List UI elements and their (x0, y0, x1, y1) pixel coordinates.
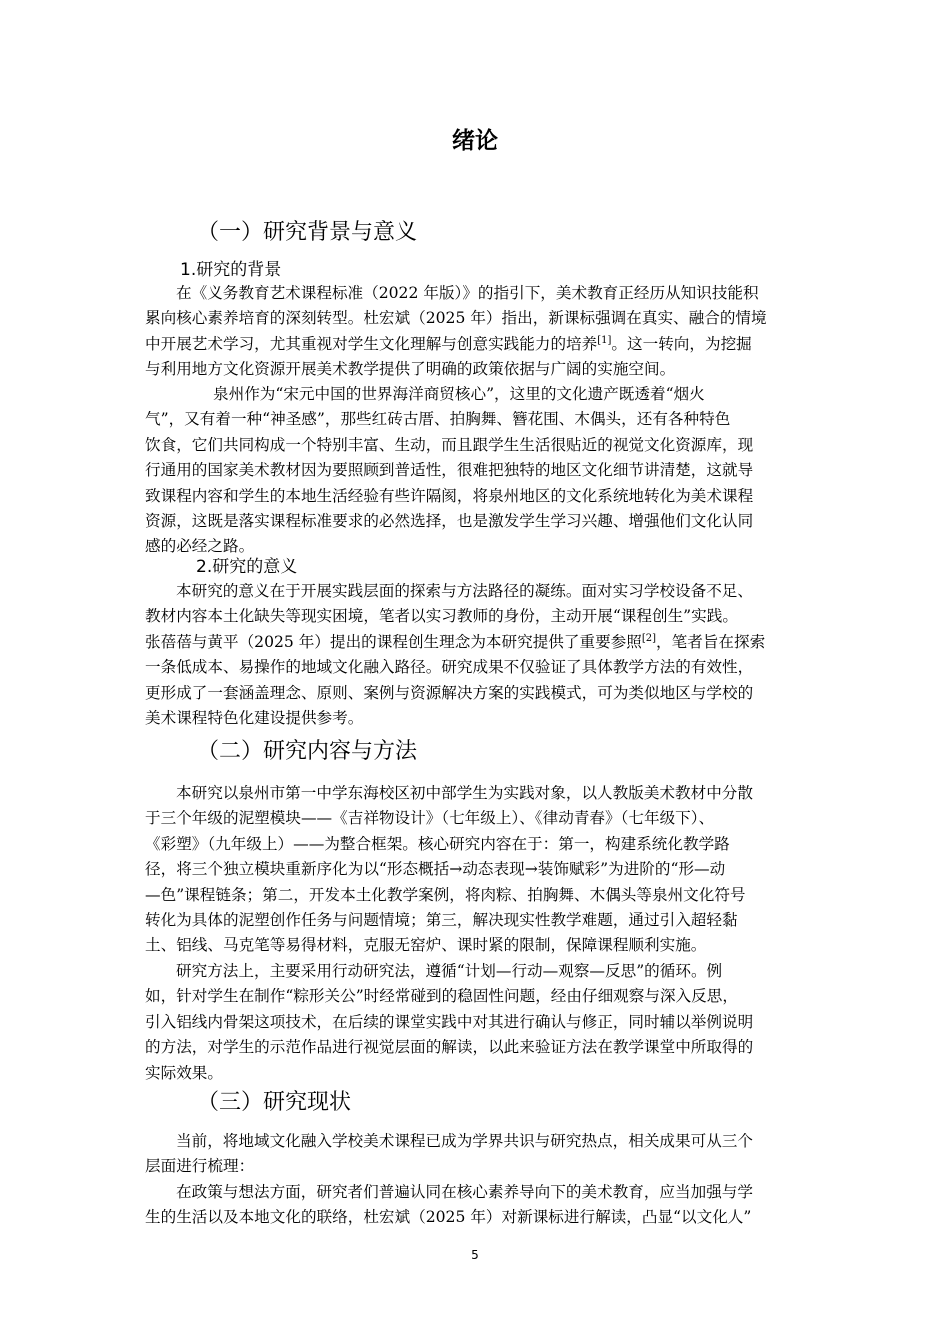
text-line: 气”，又有着一种“神圣感”，那些红砖古厝、拍胸舞、簪花围、木偶头，还有各种特色 (145, 410, 731, 429)
text-fragment: 中开展艺术学习，尤其重视对学生文化理解与创意实践能力的培养 (145, 334, 598, 353)
text-line: 本研究以泉州市第一中学东海校区初中部学生为实践对象，以人教版美术教材中分散 (176, 784, 753, 802)
subheading-background: 1.研究的背景 (180, 260, 282, 280)
text-line: 在政策与想法方面，研究者们普遍认同在核心素养导向下的美术教育，应当加强与学 (176, 1183, 753, 1201)
text-line: 层面进行梳理： (145, 1157, 255, 1176)
text-line: 本研究的意义在于开展实践层面的探索与方法路径的凝练。面对实习学校设备不足、 (176, 582, 753, 600)
paragraph-background-1 (145, 281, 807, 383)
text-line: 土、铝线、马克笔等易得材料，克服无窑炉、课时紧的限制，保障课程顺利实施。 (145, 936, 707, 955)
text-line: 美术课程特色化建设提供参考。 (145, 708, 364, 727)
paragraph-method (145, 959, 807, 1086)
text-line (145, 332, 807, 357)
text-line: 在《义务教育艺术课程标准（2022 年版）》的指引下，美术教育正经历从知识技能积 (176, 284, 759, 302)
text-line: 实际效果。 (145, 1063, 223, 1082)
text-line: 的方法，对学生的示范作品进行视觉层面的解读，以此来验证方法在教学课堂中所取得的 (145, 1038, 754, 1057)
text-line: —色”课程链条；第二，开发本土化教学案例，将肉粽、拍胸舞、木偶头等泉州文化符号 (145, 885, 746, 904)
section-heading-status: （三）研究现状 (197, 1090, 352, 1115)
text-line (145, 630, 807, 655)
text-line: 转化为具体的泥塑创作任务与问题情境；第三，解决现实性教学难题，通过引入超轻黏 (145, 910, 738, 929)
text-line: 致课程内容和学生的本地生活经验有些许隔阂，将泉州地区的文化系统地转化为美术课程 (145, 486, 754, 505)
subheading-significance: 2.研究的意义 (196, 557, 298, 577)
paragraph-significance (145, 579, 807, 757)
text-fragment: 。这一转向，为挖掘 (611, 334, 752, 353)
citation-ref: [1] (597, 334, 612, 346)
text-fragment: 张蓓蓓与黄平（2025 年）提出的课程创生理念为本研究提供了重要参照 (145, 632, 642, 651)
text-line: 饮食，它们共同构成一个特别丰富、生动，而且跟学生生活很贴近的视觉文化资源库，现 (145, 435, 754, 454)
text-line: 更形成了一套涵盖理念、原则、案例与资源解决方案的实践模式，可为类似地区与学校的 (145, 683, 754, 702)
text-line: 泉州作为“宋元中国的世界海洋商贸核心”，这里的文化遗产既透着“烟火 (213, 385, 705, 403)
text-line: 资源，这既是落实课程标准要求的必然选择，也是激发学生学习兴趣、增强他们文化认同 (145, 511, 754, 530)
page-number: 5 (471, 1248, 479, 1262)
text-line: 教材内容本土化缺失等现实困境，笔者以实习教师的身份，主动开展“课程创生”实践。 (145, 607, 738, 626)
text-line: 与利用地方文化资源开展美术教学提供了明确的政策依据与广阔的实施空间。 (145, 360, 676, 379)
text-line: 累向核心素养培育的深刻转型。杜宏斌（2025 年）指出，新课标强调在真实、融合的情境 (145, 309, 767, 328)
text-line: 如，针对学生在制作“粽形关公”时经常碰到的稳固性问题，经由仔细观察与深入反思， (145, 987, 738, 1006)
text-fragment: ，笔者旨在探索 (656, 632, 766, 651)
section-heading-background: （一）研究背景与意义 (197, 220, 418, 245)
text-line: 生的生活以及本地文化的联络，杜宏斌（2025 年）对新课标进行解读，凸显“以文化人” (145, 1208, 752, 1227)
paragraph-status-policy (145, 1180, 807, 1231)
paragraph-status-intro (145, 1129, 807, 1180)
text-line: 引入铝线内骨架这项技术，在后续的课堂实践中对其进行确认与修正，同时辅以举例说明 (145, 1012, 754, 1031)
text-line: 一条低成本、易操作的地域文化融入路径。研究成果不仅验证了具体教学方法的有效性， (145, 658, 754, 677)
text-line: 径，将三个独立模块重新序化为以“形态概括→动态表现→装饰赋彩”为进阶的“形—动 (145, 860, 726, 879)
text-line: 感的必经之路。 (145, 537, 255, 556)
section-heading-content-method: （二）研究内容与方法 (197, 739, 418, 764)
text-line: 研究方法上，主要采用行动研究法，遵循“计划—行动—观察—反思”的循环。例 (176, 962, 723, 980)
paragraph-background-2 (145, 382, 807, 560)
paragraph-content (145, 781, 807, 959)
page-title: 绪论 (452, 128, 498, 154)
text-line: 《彩塑》（九年级上）——为整合框架。核心研究内容在于：第一，构建系统化教学路 (145, 834, 730, 853)
text-line: 行通用的国家美术教材因为要照顾到普适性，很难把独特的地区文化细节讲清楚，这就导 (145, 461, 754, 480)
text-line: 当前，将地域文化融入学校美术课程已成为学界共识与研究热点，相关成果可从三个 (176, 1132, 753, 1150)
citation-ref: [2] (641, 632, 657, 644)
text-line: 于三个年级的泥塑模块——《吉祥物设计》（七年级上）、《律动青春》（七年级下）、 (145, 809, 715, 828)
